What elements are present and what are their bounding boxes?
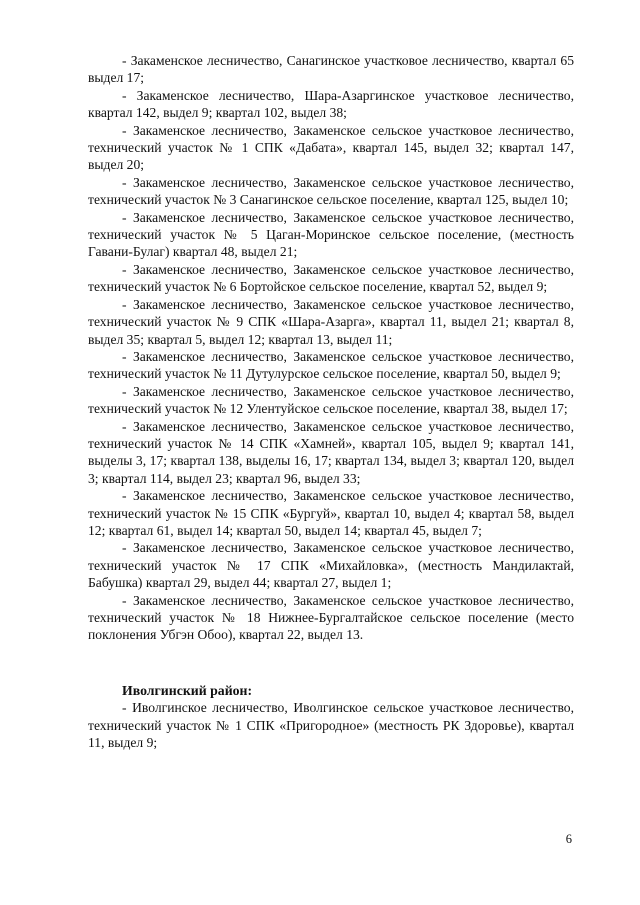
list-item: - Закаменское лесничество, Закаменское сельское участковое лесничество, технический участок № 17 СПК «Михайловка», (местность Мандилактай, Бабушка) квартал 29, выдел 44; квартал 27, выдел 1; <box>88 540 574 591</box>
section-ivolginsky <box>88 682 574 752</box>
section-zakamensky <box>88 52 574 644</box>
list-item: - Закаменское лесничество, Закаменское сельское участковое лесничество, технический участок № 9 СПК «Шара-Азарга», квартал 11, выдел 21; квартал 8, выдел 35; квартал 5, выдел 12; квартал 13, выдел 11; <box>88 296 574 347</box>
list-item: - Закаменское лесничество, Закаменское сельское участковое лесничество, технический участок № 1 СПК «Дабата», квартал 145, выдел 32; квартал 147, выдел 20; <box>88 122 574 173</box>
list-item: - Закаменское лесничество, Шара-Азаргинское участковое лесничество, квартал 142, выдел 9; квартал 102, выдел 38; <box>88 87 574 121</box>
list-item: - Закаменское лесничество, Закаменское сельское участковое лесничество, технический участок № 14 СПК «Хамней», квартал 105, выдел 9; квартал 141, выделы 3, 17; квартал 138, выделы 16, 17; квартал 134, выдел 3; квартал 120, выдел 3; квартал 114, выдел 23; квартал 96, выдел 33; <box>88 418 574 486</box>
list-item: - Закаменское лесничество, Закаменское сельское участковое лесничество, технический участок № 18 Нижнее-Бургалтайское сельское поселение (место поклонения Убгэн Обоо), квартал 22, выдел 13. <box>88 592 574 643</box>
section-heading: Иволгинский район: <box>122 682 253 698</box>
list-item: - Закаменское лесничество, Закаменское сельское участковое лесничество, технический участок № 11 Дутулурское сельское поселение, квартал 50, выдел 9; <box>88 348 574 382</box>
list-item: - Закаменское лесничество, Закаменское сельское участковое лесничество, технический участок № 15 СПК «Бургуй», квартал 10, выдел 4; квартал 58, выдел 12; квартал 61, выдел 14; квартал 50, выдел 14; квартал 45, выдел 7; <box>88 488 574 538</box>
list-item: - Иволгинское лесничество, Иволгинское сельское участковое лесничество, технический участок № 1 СПК «Пригородное» (местность РК Здоровье), квартал 11, выдел 9; <box>88 700 574 751</box>
list-item: - Закаменское лесничество, Закаменское сельское участковое лесничество, технический участок № 3 Санагинское сельское поселение, квартал 125, выдел 10; <box>88 174 574 208</box>
list-item: - Закаменское лесничество, Закаменское сельское участковое лесничество, технический участок № 5 Цаган-Моринское сельское поселение, (местность Гавани-Булаг) квартал 48, выдел 21; <box>88 209 574 260</box>
page-number: 6 <box>565 832 572 846</box>
list-item: - Закаменское лесничество, Закаменское сельское участковое лесничество, технический участок № 12 Улентуйское сельское поселение, квартал 38, выдел 17; <box>88 383 574 417</box>
list-item: - Закаменское лесничество, Закаменское сельское участковое лесничество, технический участок № 6 Бортойское сельское поселение, квартал 52, выдел 9; <box>88 261 574 295</box>
document-body <box>88 52 574 751</box>
list-item: - Закаменское лесничество, Санагинское участковое лесничество, квартал 65 выдел 17; <box>88 53 574 86</box>
section-gap <box>88 644 574 682</box>
